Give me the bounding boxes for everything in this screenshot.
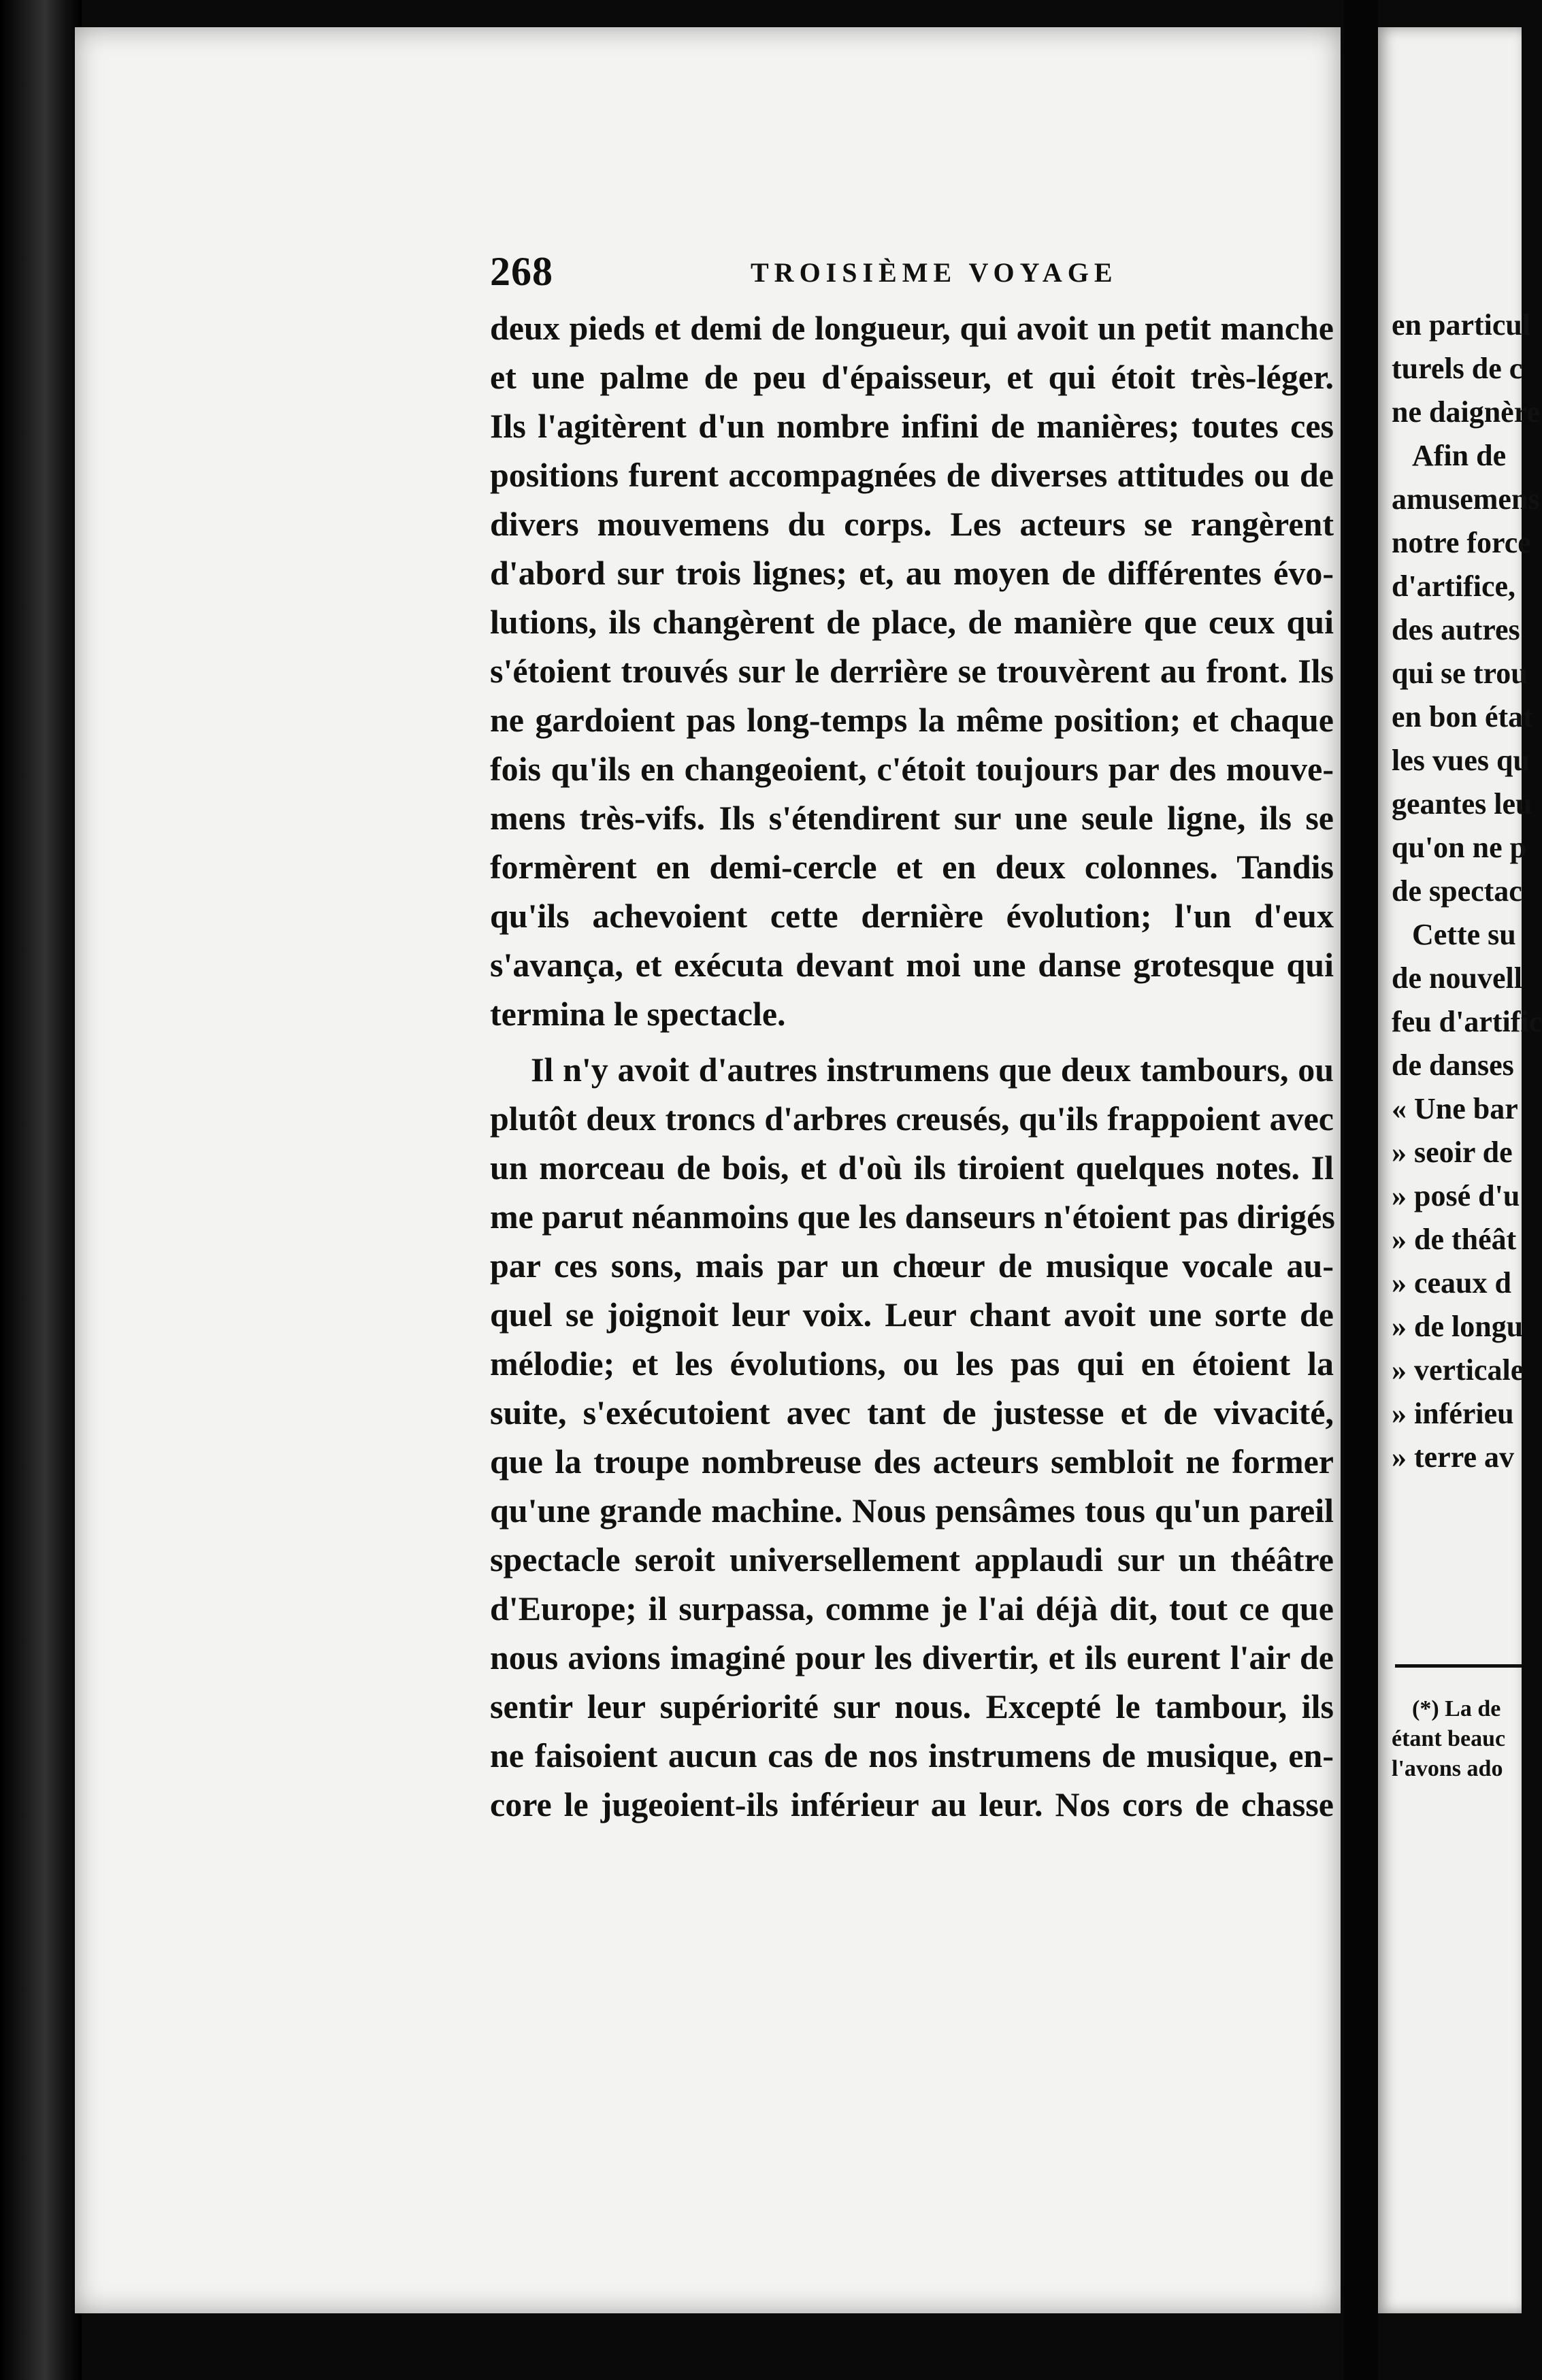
text-line: Ils l'agitèrent d'un nombre infini de manières; toutes ces [490, 407, 1334, 445]
book-spine-edge [0, 0, 82, 2380]
text-line: positions furent accompagnées de diverses attitudes ou de [490, 456, 1334, 494]
right-text-line: notre force [1392, 526, 1531, 559]
running-head: TROISIÈME VOYAGE [751, 257, 1118, 288]
right-text-line: des autres [1392, 613, 1520, 646]
text-line: qu'ils achevoient cette dernière évolution; l'un d'eux [490, 897, 1334, 935]
right-text-line: » inférieu [1392, 1397, 1514, 1430]
right-text-line: turels de c [1392, 352, 1523, 385]
text-line: par ces sons, mais par un chœur de musique vocale au- [490, 1246, 1334, 1285]
right-text-line: amusemens [1392, 482, 1540, 516]
footnote-line: (*) La de [1412, 1696, 1501, 1721]
right-text-line: » terre av [1392, 1440, 1514, 1474]
right-text-line: feu d'artific [1392, 1005, 1542, 1038]
right-text-line: « Une bar [1392, 1092, 1518, 1125]
text-line: et une palme de peu d'épaisseur, et qui étoit très-léger. [490, 358, 1334, 396]
text-line: mélodie; et les évolutions, ou les pas qui en étoient la [490, 1344, 1334, 1383]
right-text-line: geantes leu [1392, 787, 1532, 821]
text-line: ne gardoient pas long-temps la même position; et chaque [490, 701, 1334, 739]
right-text-line: » ceaux d [1392, 1266, 1511, 1300]
right-text-line: Cette su [1412, 918, 1516, 951]
right-text-line: de nouvell [1392, 961, 1522, 995]
right-text-line: en bon état [1392, 700, 1533, 733]
text-line: divers mouvemens du corps. Les acteurs se rangèrent [490, 505, 1334, 543]
right-text-line: qui se trou [1392, 657, 1528, 690]
text-line: core le jugeoient-ils inférieur au leur. Nos cors de chasse [490, 1785, 1334, 1823]
text-line: s'étoient trouvés sur le derrière se trouvèrent au front. Ils [490, 652, 1334, 690]
right-text-line: » verticale [1392, 1353, 1524, 1387]
text-line: d'Europe; il surpassa, comme je l'ai déjà dit, tout ce que [490, 1589, 1334, 1627]
page-header [490, 248, 1347, 296]
right-text-line: d'artifice, [1392, 569, 1516, 603]
text-line: que la troupe nombreuse des acteurs sembloit ne former [490, 1442, 1334, 1481]
text-line: lutions, ils changèrent de place, de manière que ceux qui [490, 603, 1334, 641]
right-text-line: » de longu [1392, 1310, 1524, 1343]
right-text-line: qu'on ne p [1392, 831, 1527, 864]
text-line: spectacle seroit universellement applaudi sur un théâtre [490, 1540, 1334, 1579]
right-text-line: les vues qu [1392, 744, 1530, 777]
page-gutter [1344, 0, 1378, 2380]
paragraph-first-line: Il n'y avoit d'autres instrumens que deux tambours, ou [531, 1051, 1334, 1089]
text-line: formèrent en demi-cercle et en deux colonnes. Tandis [490, 848, 1334, 886]
text-line: quel se joignoit leur voix. Leur chant avoit une sorte de [490, 1295, 1334, 1334]
right-text-line: » posé d'u [1392, 1179, 1520, 1212]
text-line: suite, s'exécutoient avec tant de justesse et de vivacité, [490, 1393, 1334, 1432]
text-line: nous avions imaginé pour les divertir, et ils eurent l'air de [490, 1638, 1334, 1676]
text-line: un morceau de bois, et d'où ils tiroient quelques notes. Il [490, 1148, 1334, 1187]
footnote-rule [1395, 1664, 1522, 1668]
right-text-line: de danses [1392, 1048, 1514, 1082]
right-page-footnote [1392, 1694, 1522, 1784]
right-text-line: Afin de [1412, 439, 1507, 472]
text-line: d'abord sur trois lignes; et, au moyen de différentes évo- [490, 554, 1334, 592]
text-line: fois qu'ils en changeoient, c'étoit toujours par des mouve- [490, 750, 1334, 788]
right-page-body [1392, 303, 1542, 1479]
left-page-body [490, 303, 1334, 1829]
text-line: s'avança, et exécuta devant moi une danse grotesque qui [490, 946, 1334, 984]
text-line: me parut néanmoins que les danseurs n'étoient pas dirigés [490, 1197, 1335, 1236]
text-line: mens très-vifs. Ils s'étendirent sur une seule ligne, ils se [490, 799, 1334, 837]
right-text-line: en particul [1392, 308, 1531, 342]
footnote-line: étant beauc [1392, 1726, 1506, 1751]
footnote-line: l'avons ado [1392, 1756, 1503, 1781]
text-line: deux pieds et demi de longueur, qui avoit un petit manche [490, 309, 1334, 347]
page-number: 268 [490, 249, 553, 294]
text-line: sentir leur supériorité sur nous. Excepté le tambour, ils [490, 1687, 1334, 1725]
text-line: qu'une grande machine. Nous pensâmes tous qu'un pareil [490, 1491, 1334, 1530]
text-line: plutôt deux troncs d'arbres creusés, qu'ils frappoient avec [490, 1100, 1334, 1138]
right-text-line: de spectac [1392, 874, 1522, 908]
right-text-line: ne daignère [1392, 395, 1540, 429]
right-text-line: » seoir de [1392, 1136, 1513, 1169]
text-line: ne faisoient aucun cas de nos instrumens de musique, en- [490, 1736, 1334, 1774]
right-text-line: » de théât [1392, 1223, 1517, 1256]
paragraph-last-line: termina le spectacle. [490, 995, 786, 1033]
